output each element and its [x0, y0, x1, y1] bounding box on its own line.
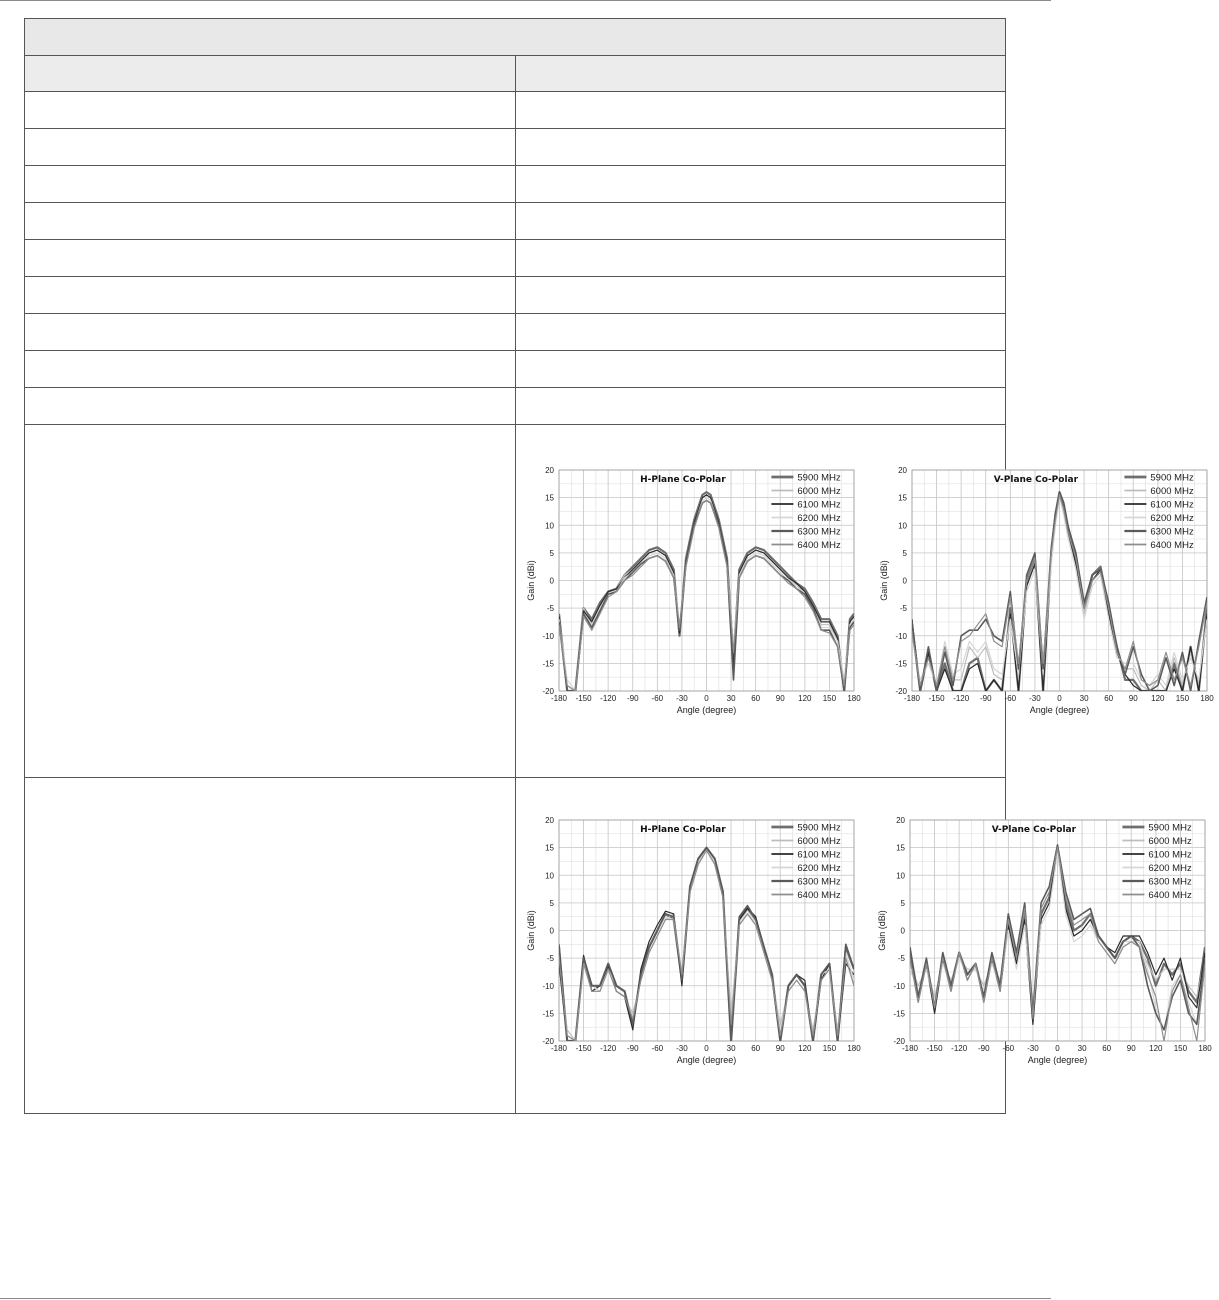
- y-tick-label: 20: [897, 466, 907, 475]
- x-tick-label: 90: [775, 694, 785, 703]
- x-tick-label: 150: [822, 1044, 836, 1053]
- legend-label: 6400 MHz: [796, 890, 841, 901]
- x-tick-label: -120: [950, 1044, 967, 1053]
- legend-label: 6400 MHz: [1149, 540, 1194, 551]
- subheader-value-cell: [515, 56, 1006, 92]
- legend-label: 6300 MHz: [796, 526, 841, 538]
- radiation-pattern-row-2: [25, 778, 1006, 1114]
- value-cell: [515, 92, 1006, 129]
- legend-label: 6000 MHz: [796, 486, 841, 497]
- x-tick-label: 120: [1150, 694, 1165, 703]
- x-tick-label: -90: [979, 694, 992, 703]
- x-tick-label: 180: [1197, 1044, 1212, 1053]
- legend-label: 6400 MHz: [796, 540, 841, 551]
- y-tick-label: -10: [894, 631, 907, 641]
- x-tick-label: -120: [599, 694, 616, 703]
- y-tick-label: -5: [897, 954, 905, 964]
- chart-title: H-Plane Co-Polar: [639, 825, 726, 835]
- pattern-plots: [525, 778, 1212, 1113]
- x-tick-label: 0: [1056, 694, 1062, 703]
- y-tick-label: -20: [541, 687, 554, 696]
- legend-label: 5900 MHz: [1147, 822, 1192, 834]
- table-row: [25, 314, 1006, 351]
- x-axis-label: Angle (degree): [676, 705, 736, 715]
- x-tick-label: 150: [1175, 694, 1189, 703]
- value-cell: [515, 388, 1006, 425]
- table-header-cell: [25, 19, 1006, 56]
- legend-label: 6300 MHz: [796, 876, 841, 888]
- legend-label: 5900 MHz: [796, 472, 841, 484]
- value-cell: [515, 277, 1006, 314]
- pattern-plots-cell: [515, 425, 1214, 778]
- table-row: [25, 166, 1006, 203]
- y-tick-label: 0: [549, 576, 554, 586]
- x-tick-label: 180: [1199, 694, 1214, 703]
- radiation-pattern-row-1: [25, 425, 1006, 778]
- x-tick-label: 30: [1079, 694, 1089, 703]
- parameter-cell: [25, 314, 516, 351]
- y-tick-label: -15: [541, 1009, 554, 1019]
- x-tick-label: 90: [1128, 694, 1138, 703]
- x-tick-label: -60: [1004, 694, 1016, 703]
- x-tick-label: 30: [726, 1044, 736, 1053]
- specification-table: [24, 18, 1214, 1114]
- x-tick-label: -150: [928, 694, 945, 703]
- y-tick-label: -20: [541, 1037, 554, 1046]
- x-axis-label: Angle (degree): [1029, 705, 1089, 715]
- table-subheader-row: [25, 56, 1006, 92]
- x-tick-label: 0: [703, 1044, 709, 1053]
- x-tick-label: 60: [750, 1044, 760, 1053]
- x-tick-label: -30: [675, 694, 688, 703]
- y-axis-label: Gain (dBi): [525, 910, 536, 951]
- value-cell: [515, 314, 1006, 351]
- y-axis-label: Gain (dBi): [876, 910, 887, 951]
- y-tick-label: 15: [895, 843, 905, 853]
- x-tick-label: -60: [651, 1044, 663, 1053]
- parameter-cell: [25, 388, 516, 425]
- value-cell: [515, 166, 1006, 203]
- y-tick-label: 0: [549, 926, 554, 936]
- parameter-cell: [25, 778, 516, 1114]
- table-header-row: [25, 19, 1006, 56]
- x-tick-label: -30: [675, 1044, 688, 1053]
- y-tick-label: -5: [546, 954, 554, 964]
- table-row: [25, 388, 1006, 425]
- value-cell: [515, 351, 1006, 388]
- y-tick-label: -20: [892, 1037, 905, 1046]
- v-plane-chart-2: [872, 815, 1217, 1077]
- y-tick-label: 10: [544, 521, 554, 531]
- legend-label: 6100 MHz: [796, 499, 841, 511]
- y-tick-label: -10: [892, 981, 905, 991]
- table-row: [25, 351, 1006, 388]
- legend-label: 6000 MHz: [796, 836, 841, 847]
- x-tick-label: 30: [726, 694, 736, 703]
- legend-label: 6100 MHz: [1149, 499, 1194, 511]
- table-row: [25, 277, 1006, 314]
- legend-label: 6200 MHz: [796, 863, 841, 874]
- value-cell: [515, 203, 1006, 240]
- parameter-cell: [25, 240, 516, 277]
- x-tick-label: 60: [1103, 694, 1113, 703]
- y-tick-label: -15: [541, 659, 554, 669]
- value-cell: [515, 240, 1006, 277]
- pattern-plots: [525, 425, 1214, 777]
- y-tick-label: 5: [900, 898, 905, 908]
- legend-label: 6200 MHz: [796, 513, 841, 524]
- x-tick-label: -150: [575, 1044, 592, 1053]
- x-tick-label: 180: [846, 1044, 861, 1053]
- table-row: [25, 129, 1006, 166]
- value-cell: [515, 129, 1006, 166]
- x-tick-label: 90: [775, 1044, 785, 1053]
- y-tick-label: 0: [900, 926, 905, 936]
- y-axis-label: Gain (dBi): [525, 560, 536, 601]
- y-tick-label: -5: [546, 604, 554, 614]
- y-tick-label: -5: [899, 604, 907, 614]
- legend-label: 6100 MHz: [796, 849, 841, 861]
- x-axis-label: Angle (degree): [676, 1055, 736, 1065]
- table-row: [25, 240, 1006, 277]
- x-tick-label: 150: [822, 694, 836, 703]
- y-tick-label: -10: [541, 631, 554, 641]
- x-tick-label: 180: [846, 694, 861, 703]
- x-tick-label: 0: [703, 694, 709, 703]
- chart-title: H-Plane Co-Polar: [639, 475, 726, 485]
- y-tick-label: 10: [895, 871, 905, 881]
- parameter-cell: [25, 92, 516, 129]
- y-tick-label: 15: [544, 493, 554, 503]
- x-tick-label: -90: [626, 1044, 639, 1053]
- x-tick-label: -150: [575, 694, 592, 703]
- y-tick-label: -20: [894, 687, 907, 696]
- x-tick-label: -30: [1028, 694, 1041, 703]
- parameter-cell: [25, 425, 516, 778]
- legend-label: 5900 MHz: [1149, 472, 1194, 484]
- x-tick-label: -30: [1026, 1044, 1039, 1053]
- x-tick-label: -60: [1002, 1044, 1014, 1053]
- x-tick-label: -150: [926, 1044, 943, 1053]
- x-tick-label: 120: [797, 694, 812, 703]
- chart-title: V-Plane Co-Polar: [993, 475, 1078, 485]
- parameter-cell: [25, 351, 516, 388]
- y-tick-label: 20: [895, 816, 905, 825]
- y-tick-label: -15: [894, 659, 907, 669]
- y-tick-label: 15: [897, 493, 907, 503]
- y-tick-label: 5: [902, 548, 907, 558]
- y-tick-label: 10: [897, 521, 907, 531]
- x-tick-label: -60: [651, 694, 663, 703]
- x-tick-label: -180: [550, 694, 567, 703]
- x-tick-label: -120: [952, 694, 969, 703]
- x-tick-label: -90: [977, 1044, 990, 1053]
- pattern-plots-cell: [515, 778, 1212, 1114]
- legend-label: 6400 MHz: [1147, 890, 1192, 901]
- legend-label: 6300 MHz: [1147, 876, 1192, 888]
- table-row: [25, 203, 1006, 240]
- parameter-cell: [25, 129, 516, 166]
- y-tick-label: -15: [892, 1009, 905, 1019]
- x-tick-label: 120: [1148, 1044, 1163, 1053]
- v-plane-chart-1: [874, 465, 1219, 727]
- top-rule: [0, 0, 1051, 1]
- legend-label: 6300 MHz: [1149, 526, 1194, 538]
- legend-label: 5900 MHz: [796, 822, 841, 834]
- h-plane-chart-1: [521, 465, 866, 727]
- parameter-cell: [25, 203, 516, 240]
- y-tick-label: 20: [544, 466, 554, 475]
- x-tick-label: -90: [626, 694, 639, 703]
- subheader-parameter-cell: [25, 56, 516, 92]
- x-tick-label: 60: [1101, 1044, 1111, 1053]
- x-tick-label: 150: [1173, 1044, 1187, 1053]
- y-axis-label: Gain (dBi): [878, 560, 889, 601]
- x-tick-label: 30: [1077, 1044, 1087, 1053]
- x-tick-label: -180: [550, 1044, 567, 1053]
- legend-label: 6200 MHz: [1149, 513, 1194, 524]
- y-tick-label: 10: [544, 871, 554, 881]
- x-tick-label: -180: [901, 1044, 918, 1053]
- chart-title: V-Plane Co-Polar: [991, 825, 1076, 835]
- x-tick-label: -120: [599, 1044, 616, 1053]
- y-tick-label: -10: [541, 981, 554, 991]
- x-axis-label: Angle (degree): [1027, 1055, 1087, 1065]
- parameter-cell: [25, 277, 516, 314]
- legend-label: 6000 MHz: [1149, 486, 1194, 497]
- x-tick-label: -180: [903, 694, 920, 703]
- y-tick-label: 20: [544, 816, 554, 825]
- h-plane-chart-2: [521, 815, 866, 1077]
- x-tick-label: 0: [1054, 1044, 1060, 1053]
- bottom-rule: [0, 1298, 1051, 1299]
- parameter-cell: [25, 166, 516, 203]
- y-tick-label: 0: [902, 576, 907, 586]
- legend-label: 6100 MHz: [1147, 849, 1192, 861]
- x-tick-label: 120: [797, 1044, 812, 1053]
- table-row: [25, 92, 1006, 129]
- x-tick-label: 90: [1126, 1044, 1136, 1053]
- legend-label: 6000 MHz: [1147, 836, 1192, 847]
- y-tick-label: 15: [544, 843, 554, 853]
- y-tick-label: 5: [549, 548, 554, 558]
- x-tick-label: 60: [750, 694, 760, 703]
- y-tick-label: 5: [549, 898, 554, 908]
- legend-label: 6200 MHz: [1147, 863, 1192, 874]
